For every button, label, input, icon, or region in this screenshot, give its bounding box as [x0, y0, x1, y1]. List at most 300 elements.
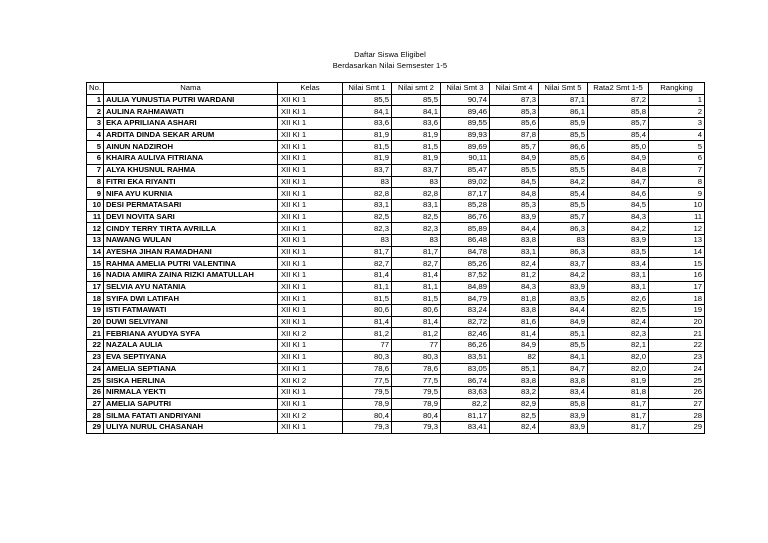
cell-kelas: XII KI 1 — [278, 176, 343, 188]
cell-smt4: 82,4 — [490, 258, 539, 270]
cell-average: 83,1 — [588, 281, 649, 293]
cell-ranking: 15 — [649, 258, 705, 270]
cell-smt2: 79,5 — [392, 386, 441, 398]
cell-smt3: 89,46 — [441, 106, 490, 118]
cell-smt5: 84,2 — [539, 270, 588, 282]
cell-ranking: 17 — [649, 281, 705, 293]
cell-average: 82,0 — [588, 363, 649, 375]
table-header-row — [87, 83, 705, 95]
table-row — [87, 316, 705, 328]
header-smt4: Nilai Smt 4 — [490, 83, 539, 95]
cell-smt4: 85,6 — [490, 118, 539, 130]
cell-smt2: 85,5 — [392, 94, 441, 106]
cell-smt4: 83,8 — [490, 375, 539, 387]
cell-smt3: 90,11 — [441, 153, 490, 165]
cell-smt3: 83,05 — [441, 363, 490, 375]
cell-no: 16 — [87, 270, 104, 282]
document-header — [0, 49, 768, 71]
cell-smt2: 77 — [392, 340, 441, 352]
cell-smt1: 77,5 — [343, 375, 392, 387]
cell-smt5: 85,5 — [539, 164, 588, 176]
cell-smt5: 84,2 — [539, 176, 588, 188]
table-row — [87, 410, 705, 422]
cell-smt1: 82,5 — [343, 211, 392, 223]
cell-smt1: 81,4 — [343, 270, 392, 282]
cell-ranking: 25 — [649, 375, 705, 387]
cell-nama: EKA APRILIANA ASHARI — [104, 118, 278, 130]
cell-smt1: 81,5 — [343, 293, 392, 305]
table-row — [87, 305, 705, 317]
cell-smt3: 85,26 — [441, 258, 490, 270]
table-row — [87, 164, 705, 176]
cell-smt4: 83,1 — [490, 246, 539, 258]
cell-smt5: 85,7 — [539, 211, 588, 223]
cell-nama: SISKA HERLINA — [104, 375, 278, 387]
cell-smt5: 86,6 — [539, 141, 588, 153]
cell-smt4: 85,7 — [490, 141, 539, 153]
cell-smt4: 83,9 — [490, 211, 539, 223]
table-row — [87, 375, 705, 387]
cell-nama: AULINA RAHMAWATI — [104, 106, 278, 118]
cell-ranking: 11 — [649, 211, 705, 223]
cell-smt2: 81,4 — [392, 270, 441, 282]
cell-smt4: 87,8 — [490, 129, 539, 141]
cell-smt3: 84,79 — [441, 293, 490, 305]
cell-average: 84,2 — [588, 223, 649, 235]
cell-no: 23 — [87, 351, 104, 363]
cell-kelas: XII KI 1 — [278, 398, 343, 410]
cell-smt3: 89,02 — [441, 176, 490, 188]
table-row — [87, 153, 705, 165]
cell-average: 82,5 — [588, 305, 649, 317]
cell-nama: RAHMA AMELIA PUTRI VALENTINA — [104, 258, 278, 270]
cell-nama: ISTI FATMAWATI — [104, 305, 278, 317]
cell-no: 26 — [87, 386, 104, 398]
cell-ranking: 21 — [649, 328, 705, 340]
cell-smt5: 86,3 — [539, 223, 588, 235]
table-row — [87, 223, 705, 235]
cell-smt3: 82,2 — [441, 398, 490, 410]
cell-smt3: 89,55 — [441, 118, 490, 130]
cell-smt1: 81,5 — [343, 141, 392, 153]
table-row — [87, 258, 705, 270]
cell-smt1: 79,3 — [343, 421, 392, 433]
cell-smt3: 89,93 — [441, 129, 490, 141]
cell-smt3: 82,72 — [441, 316, 490, 328]
cell-smt5: 83,9 — [539, 410, 588, 422]
cell-smt1: 84,1 — [343, 106, 392, 118]
cell-smt1: 77 — [343, 340, 392, 352]
cell-ranking: 3 — [649, 118, 705, 130]
cell-kelas: XII KI 1 — [278, 281, 343, 293]
cell-no: 3 — [87, 118, 104, 130]
table-body — [87, 94, 705, 433]
cell-average: 84,6 — [588, 188, 649, 200]
cell-smt5: 85,5 — [539, 340, 588, 352]
table-row — [87, 281, 705, 293]
cell-no: 11 — [87, 211, 104, 223]
cell-smt1: 81,1 — [343, 281, 392, 293]
cell-smt4: 87,3 — [490, 94, 539, 106]
cell-average: 81,7 — [588, 398, 649, 410]
cell-no: 10 — [87, 199, 104, 211]
cell-smt3: 86,76 — [441, 211, 490, 223]
cell-ranking: 16 — [649, 270, 705, 282]
table-row — [87, 328, 705, 340]
table-row — [87, 129, 705, 141]
cell-smt2: 81,5 — [392, 293, 441, 305]
cell-smt4: 83,8 — [490, 305, 539, 317]
cell-no: 22 — [87, 340, 104, 352]
cell-smt3: 86,48 — [441, 234, 490, 246]
cell-kelas: XII KI 1 — [278, 363, 343, 375]
cell-nama: DESI PERMATASARI — [104, 199, 278, 211]
cell-smt1: 83 — [343, 234, 392, 246]
cell-ranking: 10 — [649, 199, 705, 211]
cell-smt5: 84,7 — [539, 363, 588, 375]
cell-smt1: 78,6 — [343, 363, 392, 375]
cell-smt2: 83,7 — [392, 164, 441, 176]
cell-no: 7 — [87, 164, 104, 176]
cell-no: 19 — [87, 305, 104, 317]
cell-smt2: 78,6 — [392, 363, 441, 375]
table-row — [87, 188, 705, 200]
cell-nama: FEBRIANA AYUDYA SYFA — [104, 328, 278, 340]
cell-smt4: 84,9 — [490, 153, 539, 165]
cell-smt2: 82,3 — [392, 223, 441, 235]
cell-nama: SYIFA DWI LATIFAH — [104, 293, 278, 305]
cell-no: 25 — [87, 375, 104, 387]
cell-no: 24 — [87, 363, 104, 375]
cell-no: 8 — [87, 176, 104, 188]
cell-smt2: 82,5 — [392, 211, 441, 223]
cell-kelas: XII KI 1 — [278, 188, 343, 200]
header-nama: Nama — [104, 83, 278, 95]
cell-smt1: 82,3 — [343, 223, 392, 235]
table-row — [87, 351, 705, 363]
cell-smt1: 82,7 — [343, 258, 392, 270]
cell-smt3: 87,17 — [441, 188, 490, 200]
cell-ranking: 22 — [649, 340, 705, 352]
cell-no: 12 — [87, 223, 104, 235]
cell-average: 82,4 — [588, 316, 649, 328]
cell-smt1: 80,3 — [343, 351, 392, 363]
cell-smt1: 79,5 — [343, 386, 392, 398]
cell-average: 85,7 — [588, 118, 649, 130]
cell-smt1: 81,2 — [343, 328, 392, 340]
cell-smt1: 80,4 — [343, 410, 392, 422]
cell-smt2: 81,2 — [392, 328, 441, 340]
cell-nama: NAWANG WULAN — [104, 234, 278, 246]
cell-no: 4 — [87, 129, 104, 141]
cell-average: 81,8 — [588, 386, 649, 398]
cell-smt4: 82,5 — [490, 410, 539, 422]
table-row — [87, 106, 705, 118]
cell-nama: ULIYA NURUL CHASANAH — [104, 421, 278, 433]
cell-ranking: 2 — [649, 106, 705, 118]
cell-no: 1 — [87, 94, 104, 106]
cell-smt5: 83,7 — [539, 258, 588, 270]
cell-smt3: 83,51 — [441, 351, 490, 363]
cell-ranking: 19 — [649, 305, 705, 317]
cell-kelas: XII KI 1 — [278, 386, 343, 398]
header-smt1: Nilai Smt 1 — [343, 83, 392, 95]
cell-average: 81,7 — [588, 410, 649, 422]
cell-smt5: 85,6 — [539, 153, 588, 165]
cell-nama: ARDITA DINDA SEKAR ARUM — [104, 129, 278, 141]
cell-average: 83,4 — [588, 258, 649, 270]
cell-nama: SILMA FATATI ANDRIYANI — [104, 410, 278, 422]
cell-ranking: 23 — [649, 351, 705, 363]
cell-no: 15 — [87, 258, 104, 270]
cell-kelas: XII KI 1 — [278, 340, 343, 352]
cell-smt4: 81,2 — [490, 270, 539, 282]
cell-smt1: 81,9 — [343, 129, 392, 141]
cell-average: 84,5 — [588, 199, 649, 211]
cell-average: 84,8 — [588, 164, 649, 176]
cell-nama: NIFA AYU KURNIA — [104, 188, 278, 200]
cell-smt4: 81,8 — [490, 293, 539, 305]
cell-smt2: 78,9 — [392, 398, 441, 410]
cell-ranking: 8 — [649, 176, 705, 188]
cell-smt5: 84,1 — [539, 351, 588, 363]
header-smt5: Nilai Smt 5 — [539, 83, 588, 95]
cell-smt1: 83 — [343, 176, 392, 188]
cell-smt4: 81,4 — [490, 328, 539, 340]
cell-nama: AINUN NADZIROH — [104, 141, 278, 153]
cell-smt3: 83,24 — [441, 305, 490, 317]
cell-smt5: 85,1 — [539, 328, 588, 340]
cell-average: 81,9 — [588, 375, 649, 387]
cell-smt5: 85,5 — [539, 199, 588, 211]
cell-smt5: 84,4 — [539, 305, 588, 317]
cell-ranking: 13 — [649, 234, 705, 246]
table-row — [87, 270, 705, 282]
cell-ranking: 5 — [649, 141, 705, 153]
cell-smt5: 84,9 — [539, 316, 588, 328]
cell-nama: AMELIA SEPTIANA — [104, 363, 278, 375]
cell-no: 20 — [87, 316, 104, 328]
cell-average: 87,2 — [588, 94, 649, 106]
cell-smt3: 85,89 — [441, 223, 490, 235]
cell-smt2: 80,6 — [392, 305, 441, 317]
table-row — [87, 199, 705, 211]
cell-smt2: 80,3 — [392, 351, 441, 363]
cell-nama: DEVI NOVITA SARI — [104, 211, 278, 223]
cell-ranking: 27 — [649, 398, 705, 410]
cell-smt3: 85,47 — [441, 164, 490, 176]
cell-smt2: 83 — [392, 176, 441, 188]
cell-nama: NIRMALA YEKTI — [104, 386, 278, 398]
cell-nama: EVA SEPTIYANA — [104, 351, 278, 363]
cell-smt3: 85,28 — [441, 199, 490, 211]
cell-smt1: 81,7 — [343, 246, 392, 258]
cell-smt4: 85,5 — [490, 164, 539, 176]
cell-smt2: 81,9 — [392, 129, 441, 141]
cell-smt3: 89,69 — [441, 141, 490, 153]
cell-kelas: XII KI 1 — [278, 153, 343, 165]
cell-smt4: 84,5 — [490, 176, 539, 188]
cell-smt5: 83,9 — [539, 421, 588, 433]
cell-nama: DUWI SELVIYANI — [104, 316, 278, 328]
cell-smt2: 84,1 — [392, 106, 441, 118]
cell-smt4: 83,8 — [490, 234, 539, 246]
cell-smt4: 84,3 — [490, 281, 539, 293]
cell-average: 84,3 — [588, 211, 649, 223]
cell-smt1: 85,5 — [343, 94, 392, 106]
cell-ranking: 7 — [649, 164, 705, 176]
cell-smt1: 83,6 — [343, 118, 392, 130]
cell-no: 6 — [87, 153, 104, 165]
header-smt3: Nilai Smt 3 — [441, 83, 490, 95]
cell-smt5: 86,1 — [539, 106, 588, 118]
cell-nama: NADIA AMIRA ZAINA RIZKI AMATULLAH — [104, 270, 278, 282]
cell-smt4: 85,3 — [490, 199, 539, 211]
cell-no: 5 — [87, 141, 104, 153]
cell-smt4: 85,1 — [490, 363, 539, 375]
cell-kelas: XII KI 1 — [278, 316, 343, 328]
cell-ranking: 28 — [649, 410, 705, 422]
table-row — [87, 386, 705, 398]
cell-smt3: 83,63 — [441, 386, 490, 398]
table-row — [87, 293, 705, 305]
cell-average: 82,0 — [588, 351, 649, 363]
cell-kelas: XII KI 1 — [278, 258, 343, 270]
table-row — [87, 234, 705, 246]
cell-no: 18 — [87, 293, 104, 305]
cell-smt4: 83,2 — [490, 386, 539, 398]
cell-average: 85,0 — [588, 141, 649, 153]
eligible-students-table — [86, 82, 705, 434]
cell-smt2: 81,4 — [392, 316, 441, 328]
cell-smt2: 82,8 — [392, 188, 441, 200]
cell-ranking: 4 — [649, 129, 705, 141]
cell-kelas: XII KI 1 — [278, 234, 343, 246]
cell-no: 28 — [87, 410, 104, 422]
cell-smt2: 83,1 — [392, 199, 441, 211]
cell-nama: NAZALA AULIA — [104, 340, 278, 352]
cell-smt5: 83 — [539, 234, 588, 246]
cell-smt2: 81,7 — [392, 246, 441, 258]
cell-smt1: 80,6 — [343, 305, 392, 317]
cell-average: 81,7 — [588, 421, 649, 433]
cell-smt4: 82 — [490, 351, 539, 363]
cell-nama: AYESHA JIHAN RAMADHANI — [104, 246, 278, 258]
document-subtitle: Berdasarkan Nilai Semsester 1-5 — [332, 61, 448, 70]
cell-smt3: 82,46 — [441, 328, 490, 340]
table-row — [87, 94, 705, 106]
cell-kelas: XII KI 1 — [278, 246, 343, 258]
cell-no: 9 — [87, 188, 104, 200]
cell-smt2: 77,5 — [392, 375, 441, 387]
cell-no: 17 — [87, 281, 104, 293]
cell-smt3: 86,26 — [441, 340, 490, 352]
cell-smt2: 81,9 — [392, 153, 441, 165]
cell-smt2: 83,6 — [392, 118, 441, 130]
cell-smt3: 81,17 — [441, 410, 490, 422]
cell-smt3: 86,74 — [441, 375, 490, 387]
table-row — [87, 246, 705, 258]
cell-kelas: XII KI 1 — [278, 94, 343, 106]
cell-smt4: 85,3 — [490, 106, 539, 118]
cell-nama: AULIA YUNUSTIA PUTRI WARDANI — [104, 94, 278, 106]
cell-ranking: 12 — [649, 223, 705, 235]
cell-kelas: XII KI 1 — [278, 141, 343, 153]
cell-smt1: 83,7 — [343, 164, 392, 176]
cell-smt3: 83,41 — [441, 421, 490, 433]
cell-nama: SELVIA AYU NATANIA — [104, 281, 278, 293]
cell-ranking: 29 — [649, 421, 705, 433]
table-row — [87, 421, 705, 433]
cell-smt2: 82,7 — [392, 258, 441, 270]
cell-nama: FITRI EKA RIYANTI — [104, 176, 278, 188]
table-row — [87, 340, 705, 352]
cell-average: 83,9 — [588, 234, 649, 246]
cell-smt1: 81,4 — [343, 316, 392, 328]
cell-kelas: XII KI 1 — [278, 129, 343, 141]
cell-smt2: 79,3 — [392, 421, 441, 433]
header-smt2: Nilai smt 2 — [392, 83, 441, 95]
cell-ranking: 14 — [649, 246, 705, 258]
cell-smt2: 80,4 — [392, 410, 441, 422]
cell-average: 85,4 — [588, 129, 649, 141]
cell-smt5: 86,3 — [539, 246, 588, 258]
cell-smt3: 87,52 — [441, 270, 490, 282]
cell-smt4: 84,4 — [490, 223, 539, 235]
cell-kelas: XII KI 1 — [278, 199, 343, 211]
cell-smt1: 82,8 — [343, 188, 392, 200]
cell-ranking: 18 — [649, 293, 705, 305]
cell-smt1: 78,9 — [343, 398, 392, 410]
cell-smt2: 81,5 — [392, 141, 441, 153]
cell-smt2: 83 — [392, 234, 441, 246]
table-row — [87, 211, 705, 223]
cell-smt5: 85,8 — [539, 398, 588, 410]
cell-smt4: 81,6 — [490, 316, 539, 328]
cell-no: 14 — [87, 246, 104, 258]
cell-smt3: 84,78 — [441, 246, 490, 258]
table-row — [87, 363, 705, 375]
table-row — [87, 118, 705, 130]
cell-ranking: 20 — [649, 316, 705, 328]
cell-kelas: XII KI 1 — [278, 421, 343, 433]
header-average: Rata2 Smt 1-5 — [588, 83, 649, 95]
cell-smt5: 83,4 — [539, 386, 588, 398]
cell-kelas: XII KI 2 — [278, 375, 343, 387]
cell-kelas: XII KI 1 — [278, 106, 343, 118]
cell-kelas: XII KI 1 — [278, 164, 343, 176]
cell-average: 84,9 — [588, 153, 649, 165]
cell-no: 2 — [87, 106, 104, 118]
header-kelas: Kelas — [278, 83, 343, 95]
cell-smt4: 84,8 — [490, 188, 539, 200]
cell-smt5: 83,8 — [539, 375, 588, 387]
cell-smt1: 83,1 — [343, 199, 392, 211]
cell-average: 83,1 — [588, 270, 649, 282]
cell-smt4: 82,9 — [490, 398, 539, 410]
cell-kelas: XII KI 1 — [278, 211, 343, 223]
cell-average: 85,8 — [588, 106, 649, 118]
cell-no: 29 — [87, 421, 104, 433]
cell-average: 84,7 — [588, 176, 649, 188]
cell-smt3: 90,74 — [441, 94, 490, 106]
cell-smt5: 83,5 — [539, 293, 588, 305]
cell-average: 82,6 — [588, 293, 649, 305]
cell-kelas: XII KI 1 — [278, 223, 343, 235]
cell-ranking: 6 — [649, 153, 705, 165]
cell-smt5: 85,5 — [539, 129, 588, 141]
cell-smt4: 82,4 — [490, 421, 539, 433]
